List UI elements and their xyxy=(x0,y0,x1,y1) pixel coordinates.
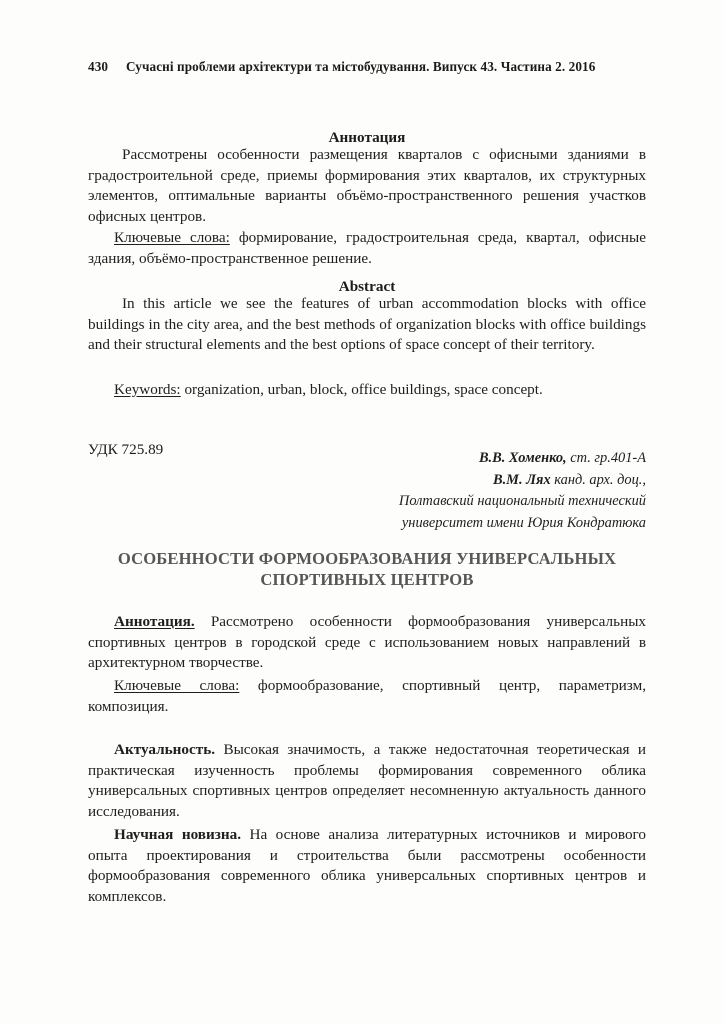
abstract-ru-heading: Аннотация xyxy=(328,129,406,146)
keywords-ru-text: формирование, градостроительная среда, квартал, офисные здания, объёмо-пространственное решение. xyxy=(88,229,646,267)
affiliation-line-2: университет имени Юрия Кондратюка xyxy=(401,514,646,531)
keywords-en xyxy=(88,380,646,401)
section-relevance-text: Высокая значимость, а также недостаточная теоретическая и практическая изученность проблемы формирования современного облика универсальных спортивных центров определяет несомненную актуальность данного исследования. xyxy=(88,741,646,820)
section-novelty xyxy=(88,825,646,907)
author-1-role: ст. гр.401-А xyxy=(566,450,646,466)
abstract2-label: Аннотация. xyxy=(114,613,195,630)
keywords-ru-label: Ключевые слова: xyxy=(114,229,230,246)
author-2-name: В.М. Лях xyxy=(492,471,551,488)
article-title xyxy=(88,548,646,590)
keywords2-label: Ключевые слова: xyxy=(114,677,240,694)
keywords-en-label: Keywords: xyxy=(114,381,181,398)
abstract-en-body xyxy=(88,294,646,356)
abstract2 xyxy=(88,612,646,674)
author-2-role: канд. арх. доц., xyxy=(550,471,646,488)
keywords-en-text: organization, urban, block, office buildings, space concept. xyxy=(180,381,543,398)
section-relevance-label: Актуальность. xyxy=(114,741,216,758)
author-1-name: В.В. Хоменко, xyxy=(478,450,567,466)
abstract-ru-body xyxy=(88,145,646,227)
section-relevance xyxy=(88,740,646,822)
page-number: 430 xyxy=(88,59,109,74)
abstract-ru-text: Рассмотрены особенности размещения кварталов с офисными зданиями в градостроительной среде, приемы формирования этих кварталов, их структурных элементов, оптимальные варианты объёмо-пространственного решения участков офисных центров. xyxy=(88,146,646,225)
abstract2-text: Рассмотрено особенности формообразования универсальных спортивных центров в городской среде с использованием новых направлений в архитектурном творчестве. xyxy=(88,613,646,672)
author-line-1 xyxy=(320,448,646,470)
abstract-en-text: In this article we see the features of urban accommodation blocks with office buildings in the city area, and the best methods of organization blocks with office buildings and their structural elements and the best options of space concept of their territory. xyxy=(88,295,646,354)
author-block xyxy=(320,448,646,534)
keywords2 xyxy=(88,676,646,717)
running-header xyxy=(88,59,648,75)
affiliation-line-1: Полтавский национальный технический xyxy=(398,493,646,509)
section-novelty-label: Научная новизна. xyxy=(114,826,241,843)
article-title-line-2: СПОРТИВНЫХ ЦЕНТРОВ xyxy=(260,570,474,589)
abstract-en-heading: Abstract xyxy=(338,278,396,295)
keywords-ru xyxy=(88,228,646,269)
udc-code: УДК 725.89 xyxy=(88,441,164,458)
keywords2-text: формообразование, спортивный центр, параметризм, композиция. xyxy=(88,677,646,715)
running-header-title: Сучасні проблеми архітектури та містобудування. Випуск 43. Частина 2. 2016 xyxy=(126,59,596,74)
section-novelty-text: На основе анализа литературных источников и мирового опыта проектирования и строительства были рассмотрены особенности формообразования современного облика универсальных спортивных центров и комплексов. xyxy=(88,826,646,905)
author-line-2 xyxy=(320,470,646,492)
article-title-line-1: ОСОБЕННОСТИ ФОРМООБРАЗОВАНИЯ УНИВЕРСАЛЬНЫХ xyxy=(117,549,617,568)
